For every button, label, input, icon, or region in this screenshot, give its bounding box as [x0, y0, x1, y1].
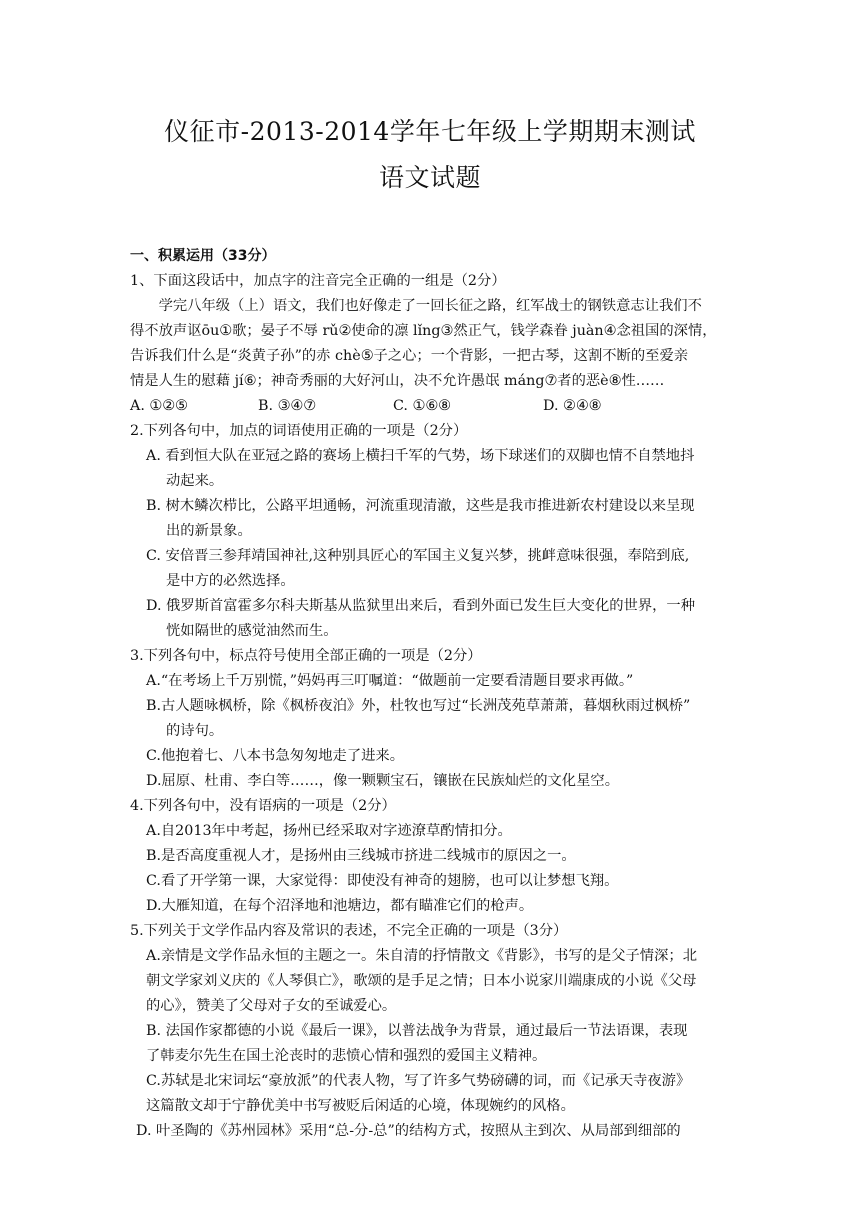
question-5-option-a-cont: 朝文学家刘义庆的《人琴俱亡》，歌颂的是手足之情；日本小说家川端康成的小说《父母 [146, 973, 697, 989]
option-c: C. ①⑥⑧ [393, 398, 451, 414]
question-1-passage-line: 情是人生的慰藉 jí⑥；神奇秀丽的大好河山，决不允许愚氓 máng⑦者的恶è⑧性…… [130, 373, 665, 389]
question-2-option-a: A. 看到恒大队在亚冠之路的赛场上横扫千军的气势，场下球迷们的双脚也情不自禁地抖 [146, 448, 695, 464]
question-5-option-c: C.苏轼是北宋词坛“豪放派”的代表人物，写了许多气势磅礴的词，而《记承天寺夜游》 [146, 1073, 691, 1089]
question-3-stem: 3.下列各句中，标点符号使用全部正确的一项是（2分） [130, 648, 482, 664]
question-4-option-c: C.看了开学第一课，大家觉得：即使没有神奇的翅膀，也可以让梦想飞翔。 [146, 873, 619, 889]
question-3-option-a: A.“在考场上千万别慌，”妈妈再三叮嘱道：“做题前一定要看清题目要求再做。” [146, 673, 634, 689]
option-a: A. ①②⑤ [130, 398, 188, 414]
question-4-stem: 4.下列各句中，没有语病的一项是（2分） [130, 798, 396, 814]
question-4-option-b: B.是否高度重视人才，是扬州由三线城市挤进二线城市的原因之一。 [146, 848, 576, 864]
question-1-passage-line: 学完八年级（上）语文，我们也好像走了一回长征之路，红军战士的钢铁意志让我们不 [158, 298, 702, 314]
question-3-option-b-cont: 的诗句。 [166, 723, 224, 739]
question-5-option-d: D. 叶圣陶的《苏州园林》采用“总-分-总”的结构方式，按照从主到次、从局部到细部的 [136, 1123, 681, 1139]
question-2-option-a-cont: 动起来。 [166, 473, 224, 489]
option-b: B. ③④⑦ [258, 398, 317, 414]
question-2-option-c: C. 安倍晋三参拜靖国神社,这种别具匠心的军国主义复兴梦，挑衅意味很强，奉陪到底, [146, 548, 690, 564]
question-3-option-b: B.古人题咏枫桥，除《枫桥夜泊》外，杜牧也写过“长洲茂苑草萧萧，暮烟秋雨过枫桥” [146, 698, 691, 714]
question-2-option-d: D. 俄罗斯首富霍多尔科夫斯基从监狱里出来后，看到外面已发生巨大变化的世界，一种 [146, 598, 696, 614]
question-5-option-a-cont: 的心》，赞美了父母对子女的至诚爱心。 [146, 998, 397, 1014]
question-3-option-c: C.他抱着七、八本书急匆匆地走了进来。 [146, 748, 405, 764]
question-5-stem: 5.下列关于文学作品内容及常识的表述，不完全正确的一项是（3分） [130, 923, 568, 939]
question-3-option-d: D.屈原、杜甫、李白等……，像一颗颗宝石，镶嵌在民族灿烂的文化星空。 [146, 773, 619, 789]
question-5-option-a: A.亲情是文学作品永恒的主题之一。朱自清的抒情散文《背影》，书写的是父子情深；北 [146, 948, 697, 964]
question-5-option-b: B. 法国作家都德的小说《最后一课》，以普法战争为背景，通过最后一节法语课，表现 [146, 1023, 688, 1039]
question-1-stem: 1、下面这段话中，加点字的注音完全正确的一组是（2分） [130, 273, 506, 289]
question-2-option-b: B. 树木鳞次栉比，公路平坦通畅，河流重现清澈，这些是我市推进新农村建设以来呈现 [146, 498, 695, 514]
option-d: D. ②④⑧ [543, 398, 602, 414]
exam-title: 仪征市-2013-2014学年七年级上学期期末测试 [164, 117, 696, 146]
question-1-passage-line: 告诉我们什么是“炎黄子孙”的赤 chè⑤子之心；一个背影，一把古琴，这割不断的至爱亲 [130, 348, 689, 364]
question-2-stem: 2.下列各句中，加点的词语使用正确的一项是（2分） [130, 423, 468, 439]
question-4-option-d: D.大雁知道，在每个沼泽地和池塘边，都有瞄准它们的枪声。 [146, 898, 534, 914]
question-2-option-b-cont: 出的新景象。 [166, 523, 252, 539]
question-1-options [130, 394, 732, 419]
question-2-option-c-cont: 是中方的必然选择。 [166, 573, 295, 589]
question-2-option-d-cont: 恍如隔世的感觉油然而生。 [166, 623, 338, 639]
section-heading: 一、积累运用（33分） [130, 248, 276, 264]
question-4-option-a: A.自2013年中考起，扬州已经采取对字迹潦草酌情扣分。 [146, 823, 512, 839]
question-1-passage-line: 得不放声讴ōu①歌；晏子不辱 rǔ②使命的凛 lǐng③然正气，钱学森眷 juàn④念祖国的深情， [130, 323, 717, 339]
exam-content [130, 244, 732, 1144]
exam-subtitle: 语文试题 [378, 163, 481, 192]
question-5-option-c-cont: 这篇散文却于宁静优美中书写被贬后闲适的心境，体现婉约的风格。 [146, 1098, 575, 1114]
question-5-option-b-cont: 了韩麦尔先生在国土沦丧时的悲愤心情和强烈的爱国主义精神。 [146, 1048, 547, 1064]
